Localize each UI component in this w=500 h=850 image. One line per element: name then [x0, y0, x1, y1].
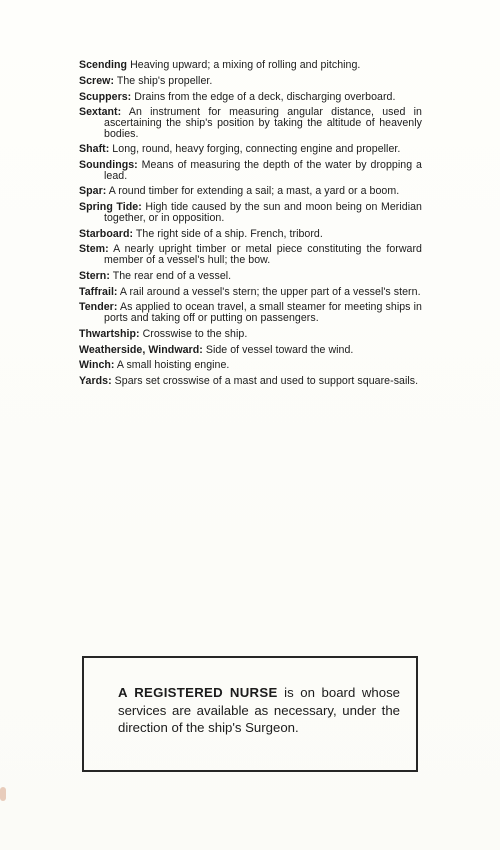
nurse-notice-body: is on board whose services are available as necessary, under the direction of the ship's Surgeon.	[118, 685, 401, 735]
glossary-definition: Means of measuring the depth of the water by dropping a lead.	[104, 159, 422, 182]
glossary-entry	[79, 244, 422, 265]
glossary-term: Screw:	[79, 74, 115, 87]
glossary-entry	[79, 60, 422, 71]
glossary-term: Soundings:	[79, 159, 138, 172]
glossary-definition: The right side of a ship. French, tribord.	[133, 227, 323, 240]
glossary-entry	[79, 76, 422, 87]
glossary-term: Weatherside, Windward:	[79, 343, 203, 356]
glossary-term: Sextant:	[79, 106, 122, 119]
glossary-definition: Heaving upward; a mixing of rolling and pitching.	[127, 59, 361, 71]
nautical-glossary	[79, 60, 422, 392]
glossary-term: Taffrail:	[79, 285, 118, 298]
glossary-entry	[79, 107, 422, 139]
glossary-definition: Crosswise to the ship.	[139, 327, 248, 340]
glossary-term: Spar:	[79, 185, 107, 198]
nurse-notice-text	[118, 684, 400, 737]
glossary-entry	[79, 345, 422, 356]
glossary-definition: As applied to ocean travel, a small steamer for meeting ships in ports and taking off or putting on passengers.	[104, 301, 422, 324]
glossary-entry	[79, 229, 422, 240]
glossary-term: Winch:	[79, 359, 115, 372]
glossary-definition: Side of vessel toward the wind.	[202, 343, 354, 356]
glossary-term: Scuppers:	[79, 90, 132, 103]
glossary-term: Starboard:	[79, 227, 134, 240]
glossary-term: Thwartship:	[79, 327, 140, 340]
glossary-definition: A round timber for extending a sail; a mast, a yard or a boom.	[106, 185, 400, 198]
glossary-definition: Long, round, heavy forging, connecting engine and propeller.	[109, 143, 401, 156]
glossary-term: Shaft:	[79, 143, 110, 156]
glossary-term: Yards:	[79, 375, 112, 388]
glossary-entry	[79, 271, 422, 282]
glossary-definition: High tide caused by the sun and moon being on Meridian together, or in opposition.	[104, 201, 422, 224]
glossary-entry	[79, 360, 422, 371]
glossary-term: Tender:	[79, 301, 118, 314]
glossary-term: Stern:	[79, 269, 110, 282]
glossary-term: Scending	[79, 59, 128, 71]
glossary-entry	[79, 144, 422, 155]
glossary-term: Spring Tide:	[79, 201, 142, 214]
glossary-entry	[79, 329, 422, 340]
paper-smudge	[0, 787, 6, 801]
glossary-term: Stem:	[79, 243, 109, 256]
glossary-definition: Drains from the edge of a deck, discharging overboard.	[131, 90, 396, 103]
nurse-notice-heading: A REGISTERED NURSE	[118, 685, 278, 700]
glossary-definition: The ship's propeller.	[114, 74, 213, 87]
glossary-definition: Spars set crosswise of a mast and used to support square-sails.	[111, 375, 419, 388]
glossary-entry	[79, 287, 422, 298]
glossary-definition: A rail around a vessel's stern; the upper part of a vessel's stern.	[117, 285, 421, 298]
glossary-definition: A small hoisting engine.	[114, 359, 230, 372]
glossary-entry	[79, 302, 422, 323]
glossary-entry	[79, 186, 422, 197]
glossary-definition: A nearly upright timber or metal piece constituting the forward member of a vessel's hull; the bow.	[104, 243, 422, 266]
glossary-definition: An instrument for measuring angular distance, used in ascertaining the ship's position by taking the altitude of heavenly bodies.	[104, 106, 422, 140]
glossary-entry	[79, 92, 422, 103]
glossary-entry	[79, 376, 422, 387]
glossary-entry	[79, 202, 422, 223]
nurse-notice-box	[82, 656, 418, 772]
glossary-entry	[79, 160, 422, 181]
glossary-definition: The rear end of a vessel.	[109, 269, 232, 282]
